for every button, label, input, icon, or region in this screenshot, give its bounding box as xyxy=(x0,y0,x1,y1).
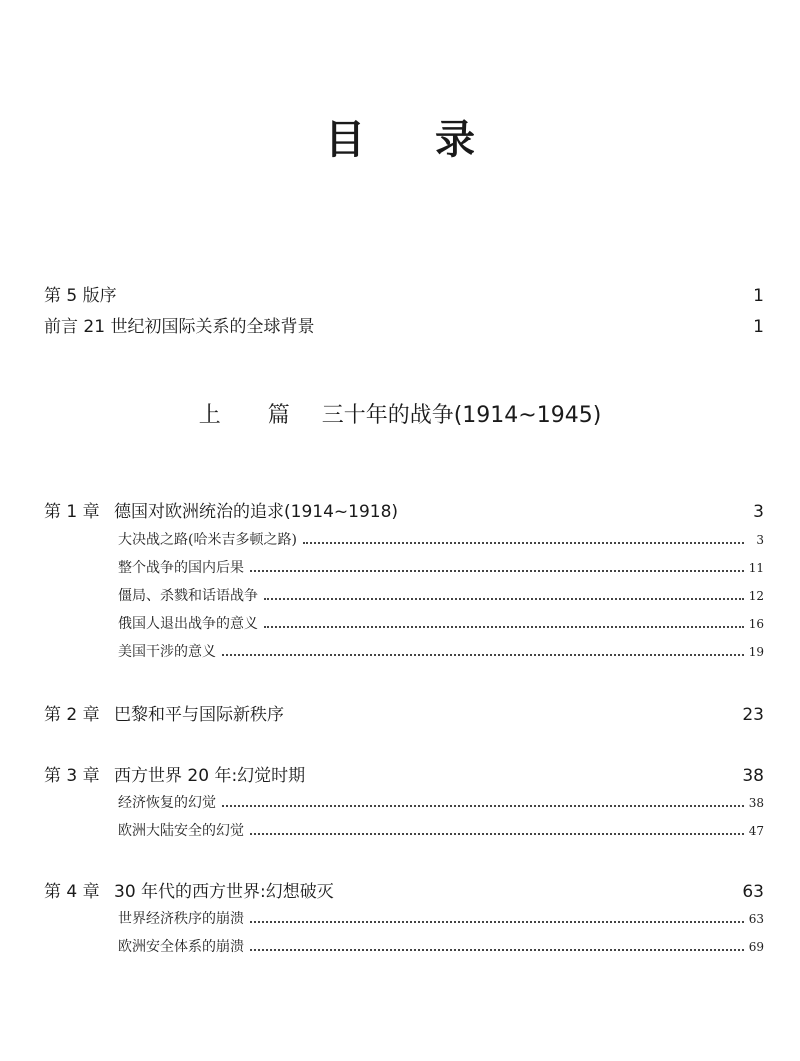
chapter-title: 德国对欧洲统治的追求(1914~1918) xyxy=(114,502,399,522)
section-label: 欧洲安全体系的崩溃 xyxy=(118,939,244,955)
chapter-page: 38 xyxy=(742,766,764,786)
toc-section[interactable] xyxy=(118,641,764,661)
toc-chapter-1[interactable] xyxy=(44,497,764,522)
section-page: 12 xyxy=(748,589,764,603)
toc-section[interactable] xyxy=(118,792,764,812)
leader-dots xyxy=(250,948,744,951)
toc-section[interactable] xyxy=(118,613,764,633)
toc-chapter-4[interactable] xyxy=(44,877,764,902)
chapter-number: 第 2 章 xyxy=(44,705,100,725)
section-label: 僵局、杀戮和话语战争 xyxy=(118,588,258,604)
part-title: 三十年的战争(1914~1945) xyxy=(321,403,602,428)
leader-dots xyxy=(250,832,744,835)
entry-label: 前言 21 世纪初国际关系的全球背景 xyxy=(44,317,315,337)
chapter-number: 第 3 章 xyxy=(44,766,100,786)
toc-section[interactable] xyxy=(118,529,764,549)
section-page: 11 xyxy=(748,561,764,575)
leader-dots xyxy=(222,653,744,656)
toc-entry-preface[interactable] xyxy=(44,281,764,306)
chapter-title: 30 年代的西方世界:幻想破灭 xyxy=(114,882,334,902)
section-label: 俄国人退出战争的意义 xyxy=(118,616,258,632)
section-label: 经济恢复的幻觉 xyxy=(118,795,216,811)
leader-dots xyxy=(264,597,744,600)
toc-section[interactable] xyxy=(118,936,764,956)
toc-section[interactable] xyxy=(118,908,764,928)
leader-dots xyxy=(303,541,744,544)
entry-page: 1 xyxy=(753,286,764,306)
chapter-title: 西方世界 20 年:幻觉时期 xyxy=(114,766,306,786)
section-page: 63 xyxy=(748,912,764,926)
chapter-number: 第 4 章 xyxy=(44,882,100,902)
section-label: 美国干涉的意义 xyxy=(118,644,216,660)
toc-section[interactable] xyxy=(118,557,764,577)
chapter-page: 63 xyxy=(742,882,764,902)
part-heading xyxy=(0,398,800,429)
toc-section[interactable] xyxy=(118,820,764,840)
section-page: 69 xyxy=(748,940,764,954)
toc-entry-foreword[interactable] xyxy=(44,312,764,337)
chapter-page: 23 xyxy=(742,705,764,725)
section-label: 大决战之路(哈米吉多顿之路) xyxy=(118,532,297,548)
leader-dots xyxy=(222,804,744,807)
section-page: 19 xyxy=(748,645,764,659)
leader-dots xyxy=(264,625,744,628)
section-page: 47 xyxy=(748,824,764,838)
page-title: 目 录 xyxy=(325,116,503,163)
section-page: 16 xyxy=(748,617,764,631)
leader-dots xyxy=(250,920,744,923)
toc-section[interactable] xyxy=(118,585,764,605)
section-label: 世界经济秩序的崩溃 xyxy=(118,911,244,927)
section-page: 3 xyxy=(756,533,764,547)
toc-chapter-2[interactable] xyxy=(44,700,764,725)
section-page: 38 xyxy=(748,796,764,810)
part-label: 上 篇 xyxy=(198,403,310,428)
chapter-page: 3 xyxy=(753,502,764,522)
chapter-number: 第 1 章 xyxy=(44,502,100,522)
section-label: 欧洲大陆安全的幻觉 xyxy=(118,823,244,839)
toc-chapter-3[interactable] xyxy=(44,761,764,786)
entry-label: 第 5 版序 xyxy=(44,286,117,306)
entry-page: 1 xyxy=(753,317,764,337)
chapter-title: 巴黎和平与国际新秩序 xyxy=(114,705,284,725)
leader-dots xyxy=(250,569,744,572)
section-label: 整个战争的国内后果 xyxy=(118,560,244,576)
